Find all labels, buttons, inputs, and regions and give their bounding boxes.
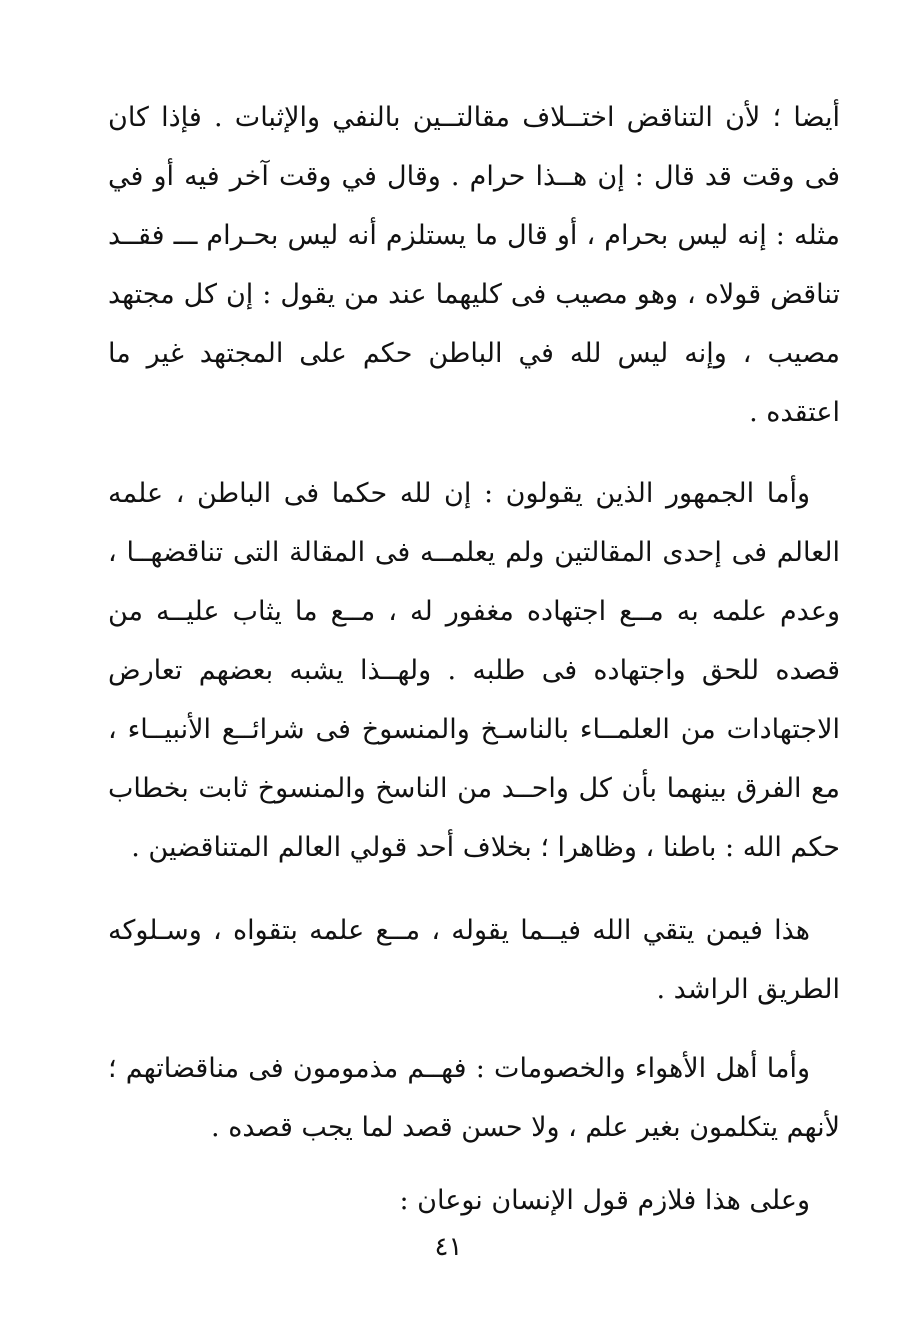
paragraph: وأما الجمهور الذين يقولون : إن لله حكما فى الباطن ، علمه العالم فى إحدى المقالتين ولم يعلمــه فى المقالة التى تناقضهــا ، وعدم علمه به مــع اجتهاده مغفور له ، مــع ما يثاب عليــه من قصده للحق واجتهاده فى طلبه . ولهــذا يشبه بعضهم تعارض الاجتهادات من العلمــاء بالناسـخ والمنسوخ فى شرائــع الأنبيــاء ، مع الفرق بينهما بأن كل واحــد من الناسخ والمنسوخ ثابت بخطاب حكم الله : باطنا ، وظاهرا ؛ بخلاف أحد قولي العالم المتناقضين . (108, 478, 840, 863)
page-number: ٤١ (434, 1232, 463, 1262)
paragraph: وعلى هذا فلازم قول الإنسان نوعان : (399, 1185, 810, 1216)
paragraph: وأما أهل الأهواء والخصومات : فهــم مذمومون فى مناقضاتهم ؛ لأنهم يتكلمون بغير علم ، ولا حسن قصد لما يجب قصده . (108, 1053, 840, 1143)
paragraph: أيضا ؛ لأن التناقض اختــلاف مقالتــين بالنفي والإثبات . فإذا كان فى وقت قد قال : إن هــذا حرام . وقال في وقت آخر فيه أو في مثله : إنه ليس بحرام ، أو قال ما يستلزم أنه ليس بحـرام ـــ فقــد تناقض قولاه ، وهو مصيب فى كليهما عند من يقول : إن كل مجتهد مصيب ، وإنه ليس لله في الباطن حكم على المجتهد غير ما اعتقده . (108, 102, 840, 428)
paragraph: هذا فيمن يتقي الله فيــما يقوله ، مــع علمه بتقواه ، وسـلوكه الطريق الراشد . (108, 915, 840, 1005)
page-body (108, 88, 840, 1268)
